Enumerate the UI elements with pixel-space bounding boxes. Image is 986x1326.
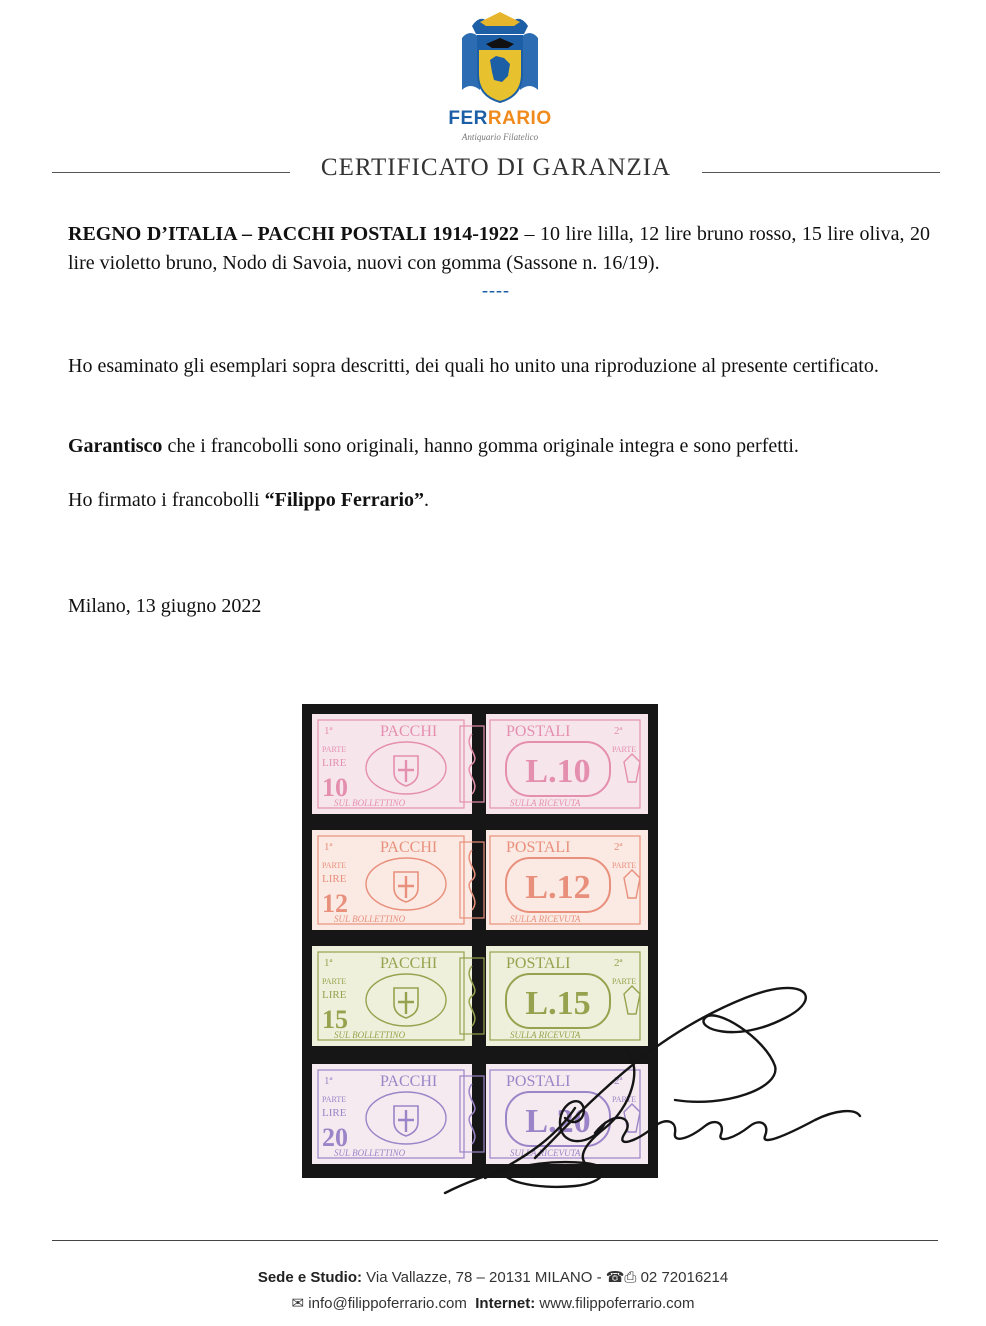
right-value: L.15: [525, 985, 591, 1022]
date-line: Milano, 13 giugno 2022: [68, 595, 262, 617]
right-value: L.10: [525, 753, 591, 790]
parcel-stamp-15: [310, 944, 650, 1048]
parte-label: PARTE: [322, 1095, 347, 1104]
parcel-stamp-12: [310, 828, 650, 932]
parte-number: 2ª: [614, 725, 623, 737]
email-link[interactable]: info@filippoferrario.com: [304, 1295, 467, 1312]
signed-paragraph: Ho firmato i francobolli “Filippo Ferrario”.: [68, 489, 430, 511]
left-value: 12: [322, 889, 348, 918]
lire-label: LIRE: [322, 873, 347, 885]
ricevuta-label: SULLA RICEVUTA: [510, 1148, 581, 1158]
parte-number: 1ª: [324, 1075, 333, 1087]
lire-label: LIRE: [322, 989, 347, 1001]
bollettino-label: SUL BOLLETTINO: [334, 1030, 406, 1040]
brand-name: FERRARIO: [448, 108, 552, 129]
pacchi-label: PACCHI: [380, 1073, 438, 1090]
parte-label: PARTE: [612, 1095, 637, 1104]
parte-number: 2ª: [614, 957, 623, 969]
separator-mark: ----: [482, 280, 510, 300]
envelope-icon: ✉: [291, 1295, 305, 1312]
parcel-stamp-10: [310, 712, 650, 816]
description-text: – 10 lire lilla, 12 lire bruno rosso, 15 lire oliva, 20 lire violetto bruno, Nodo di Savoia, nuovi con gomma (Sassone n. 16/19).: [68, 223, 931, 274]
parte-label: PARTE: [612, 977, 637, 986]
bollettino-label: SUL BOLLETTINO: [334, 798, 406, 808]
certificate-title: CERTIFICATO DI GARANZIA: [320, 154, 672, 181]
left-value: 10: [322, 773, 348, 802]
left-value: 15: [322, 1005, 348, 1034]
lire-label: LIRE: [322, 757, 347, 769]
parte-number: 1ª: [324, 725, 333, 737]
parte-label: PARTE: [612, 745, 637, 754]
postali-label: POSTALI: [506, 839, 571, 856]
parte-label: PARTE: [322, 745, 347, 754]
ricevuta-label: SULLA RICEVUTA: [510, 798, 581, 808]
examined-paragraph: Ho esaminato gli esemplari sopra descritti, dei quali ho unito una riproduzione al presente certificato.: [68, 355, 879, 377]
lire-label: LIRE: [322, 1107, 347, 1119]
stamp-reproduction: [302, 704, 658, 1178]
parte-number: 1ª: [324, 957, 333, 969]
parte-number: 2ª: [614, 1075, 623, 1087]
parte-label: PARTE: [322, 977, 347, 986]
parte-number: 2ª: [614, 841, 623, 853]
parcel-stamp-20: [310, 1062, 650, 1166]
postali-label: POSTALI: [506, 1073, 571, 1090]
ricevuta-label: SULLA RICEVUTA: [510, 914, 581, 924]
parte-number: 1ª: [324, 841, 333, 853]
postali-label: POSTALI: [506, 723, 571, 740]
ricevuta-label: SULLA RICEVUTA: [510, 1030, 581, 1040]
left-value: 20: [322, 1123, 348, 1152]
brand-tagline: Antiquario Filatelico: [461, 132, 539, 142]
website-link[interactable]: www.filippoferrario.com: [535, 1295, 695, 1312]
description-heading: REGNO D’ITALIA – PACCHI POSTALI 1914-1922: [68, 223, 519, 245]
footer-rule: [52, 1240, 938, 1241]
guarantee-paragraph: Garantisco che i francobolli sono originali, hanno gomma originale integra e sono perfetti.: [68, 435, 799, 457]
bollettino-label: SUL BOLLETTINO: [334, 1148, 406, 1158]
postali-label: POSTALI: [506, 955, 571, 972]
title-row: [52, 152, 940, 192]
right-value: L.12: [525, 869, 591, 906]
title-rule-left: [52, 172, 290, 173]
pacchi-label: PACCHI: [380, 955, 438, 972]
stamp-description: [68, 220, 930, 278]
ferrario-logo: [440, 12, 560, 148]
title-rule-right: [702, 172, 940, 173]
parte-label: PARTE: [322, 861, 347, 870]
footer-contact: ✉ info@filippoferrario.com Internet: www.filippoferrario.com: [291, 1295, 695, 1312]
pacchi-label: PACCHI: [380, 839, 438, 856]
right-value: L.20: [525, 1103, 591, 1140]
coat-of-arms-icon: [458, 12, 542, 104]
parte-label: PARTE: [612, 861, 637, 870]
bollettino-label: SUL BOLLETTINO: [334, 914, 406, 924]
pacchi-label: PACCHI: [380, 723, 438, 740]
footer-address: Sede e Studio: Via Vallazze, 78 – 20131 MILANO - ☎︎⎙ 02 72016214: [257, 1269, 729, 1286]
